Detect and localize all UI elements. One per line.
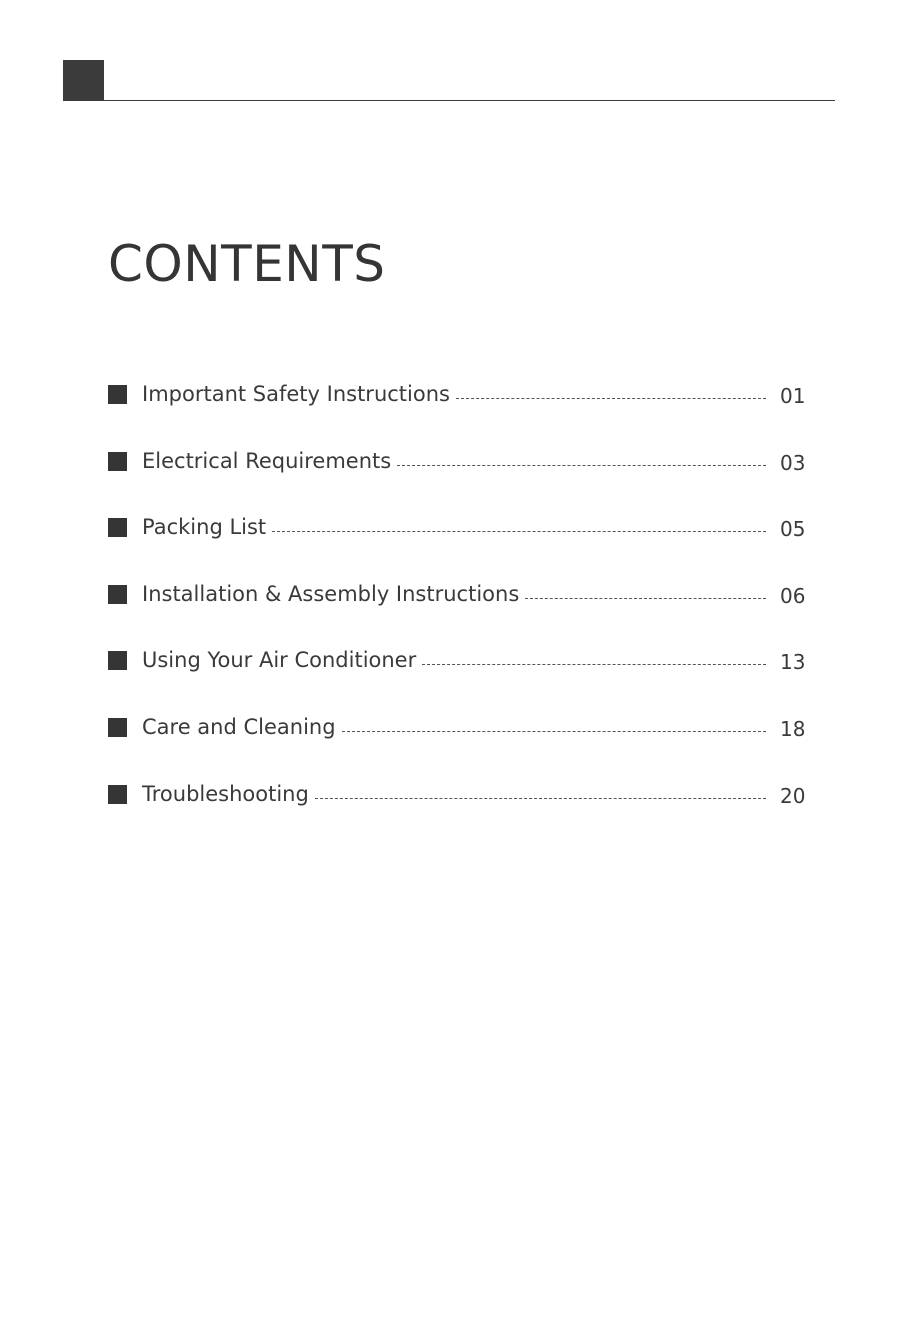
square-bullet-icon	[108, 785, 127, 804]
toc-item-label: Installation & Assembly Instructions	[142, 582, 520, 606]
toc-item-label: Using Your Air Conditioner	[142, 648, 417, 672]
square-bullet-icon	[108, 452, 127, 471]
toc-item-electrical-requirements[interactable]	[108, 444, 808, 478]
dotted-leader	[397, 465, 766, 466]
toc-item-page-number: 03	[780, 451, 806, 475]
toc-item-page-number: 20	[780, 784, 806, 808]
toc-item-page-number: 06	[780, 584, 806, 608]
toc-item-troubleshooting[interactable]	[108, 777, 808, 811]
dotted-leader	[315, 798, 766, 799]
toc-item-page-number: 05	[780, 517, 806, 541]
dotted-leader	[342, 731, 766, 732]
page-title: CONTENTS	[108, 235, 386, 293]
square-bullet-icon	[108, 585, 127, 604]
square-bullet-icon	[108, 385, 127, 404]
square-bullet-icon	[108, 518, 127, 537]
toc-item-using-air-conditioner[interactable]	[108, 643, 808, 677]
toc-item-label: Troubleshooting	[142, 782, 309, 806]
toc-item-packing-list[interactable]	[108, 510, 808, 544]
toc-item-page-number: 18	[780, 717, 806, 741]
square-bullet-icon	[108, 651, 127, 670]
toc-item-safety-instructions[interactable]	[108, 377, 808, 411]
toc-item-care-cleaning[interactable]	[108, 710, 808, 744]
toc-item-label: Care and Cleaning	[142, 715, 336, 739]
dotted-leader	[456, 398, 766, 399]
toc-item-label: Electrical Requirements	[142, 449, 392, 473]
dotted-leader	[272, 531, 766, 532]
square-bullet-icon	[108, 718, 127, 737]
toc-item-page-number: 01	[780, 384, 806, 408]
toc-item-label: Important Safety Instructions	[142, 382, 450, 406]
dotted-leader	[525, 598, 766, 599]
dotted-leader	[422, 664, 766, 665]
toc-item-page-number: 13	[780, 650, 806, 674]
toc-item-installation-assembly[interactable]	[108, 577, 808, 611]
toc-item-label: Packing List	[142, 515, 267, 539]
